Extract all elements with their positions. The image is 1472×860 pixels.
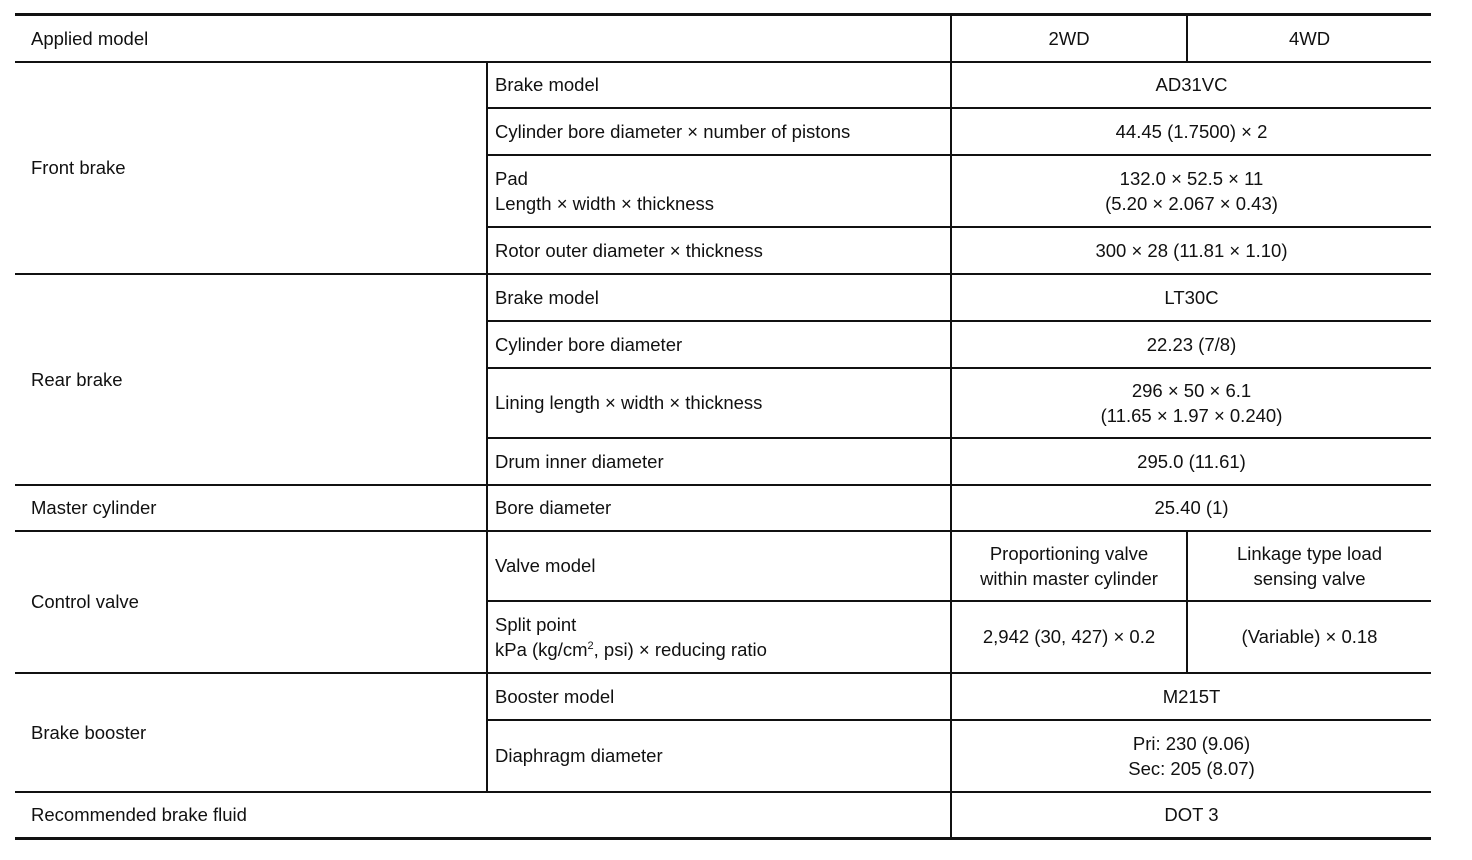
rotor-label: Rotor outer diameter × thickness [487, 227, 951, 274]
front-brake-model-value: AD31VC [951, 62, 1431, 108]
pad-value-line2: (5.20 × 2.067 × 0.43) [1105, 192, 1278, 214]
rear-cylinder-bore-value: 22.23 (7/8) [951, 321, 1431, 368]
recommended-fluid-label: Recommended brake fluid [15, 792, 951, 839]
diaphragm-label: Diaphragm diameter [487, 720, 951, 792]
table-row [15, 485, 1431, 531]
front-brake-model-label: Brake model [487, 62, 951, 108]
pad-value-line1: 132.0 × 52.5 × 11 [1119, 167, 1264, 189]
valve-model-4wd-line2: sensing valve [1253, 567, 1366, 589]
applied-model-header: Applied model [15, 15, 951, 62]
pad-label-line1: Pad [495, 167, 528, 189]
diaphragm-value-line1: Pri: 230 (9.06) [1132, 732, 1251, 754]
diaphragm-value [951, 720, 1431, 792]
split-point-unit-sup: 2 [587, 639, 594, 652]
split-point-label [487, 601, 951, 673]
pad-label [487, 155, 951, 227]
valve-model-2wd-line1: Proportioning valve [989, 542, 1149, 564]
drum-value: 295.0 (11.61) [951, 438, 1431, 485]
valve-model-2wd-line2: within master cylinder [980, 567, 1158, 589]
booster-model-label: Booster model [487, 673, 951, 720]
valve-model-4wd-line1: Linkage type load [1236, 542, 1383, 564]
lining-label: Lining length × width × thickness [487, 368, 951, 438]
table-row [15, 531, 1431, 601]
bore-diameter-value: 25.40 (1) [951, 485, 1431, 531]
valve-model-4wd-value [1187, 531, 1431, 601]
front-brake-label: Front brake [15, 62, 487, 274]
table-row [15, 792, 1431, 839]
split-point-label-line2 [495, 637, 950, 662]
split-point-4wd-value: (Variable) × 0.18 [1187, 601, 1431, 673]
bore-diameter-label: Bore diameter [487, 485, 951, 531]
booster-model-value: M215T [951, 673, 1431, 720]
lining-value-line1: 296 × 50 × 6.1 [1131, 379, 1252, 401]
rear-brake-label: Rear brake [15, 274, 487, 485]
split-point-unit-a: kPa (kg/cm [495, 638, 588, 660]
drum-label: Drum inner diameter [487, 438, 951, 485]
valve-model-2wd-value [951, 531, 1187, 601]
header-row [15, 15, 1431, 62]
split-point-2wd-value: 2,942 (30, 427) × 0.2 [951, 601, 1187, 673]
4wd-header: 4WD [1187, 15, 1431, 62]
rear-brake-model-value: LT30C [951, 274, 1431, 321]
table-row [15, 673, 1431, 720]
split-point-unit-b: , psi) × reducing ratio [593, 638, 767, 660]
brake-specifications-table [15, 13, 1431, 840]
pad-value [951, 155, 1431, 227]
front-cylinder-bore-value: 44.45 (1.7500) × 2 [951, 108, 1431, 155]
pad-label-line2: Length × width × thickness [495, 192, 715, 214]
rotor-value: 300 × 28 (11.81 × 1.10) [951, 227, 1431, 274]
diaphragm-value-line2: Sec: 205 (8.07) [1128, 757, 1255, 779]
lining-value [951, 368, 1431, 438]
table-row [15, 62, 1431, 108]
valve-model-label: Valve model [487, 531, 951, 601]
master-cylinder-label: Master cylinder [15, 485, 487, 531]
control-valve-label: Control valve [15, 531, 487, 673]
table-row [15, 274, 1431, 321]
front-cylinder-bore-label: Cylinder bore diameter × number of pistons [487, 108, 951, 155]
brake-booster-label: Brake booster [15, 673, 487, 792]
split-point-label-line1: Split point [495, 613, 577, 635]
rear-cylinder-bore-label: Cylinder bore diameter [487, 321, 951, 368]
recommended-fluid-value: DOT 3 [951, 792, 1431, 839]
lining-value-line2: (11.65 × 1.97 × 0.240) [1100, 404, 1283, 426]
rear-brake-model-label: Brake model [487, 274, 951, 321]
2wd-header: 2WD [951, 15, 1187, 62]
